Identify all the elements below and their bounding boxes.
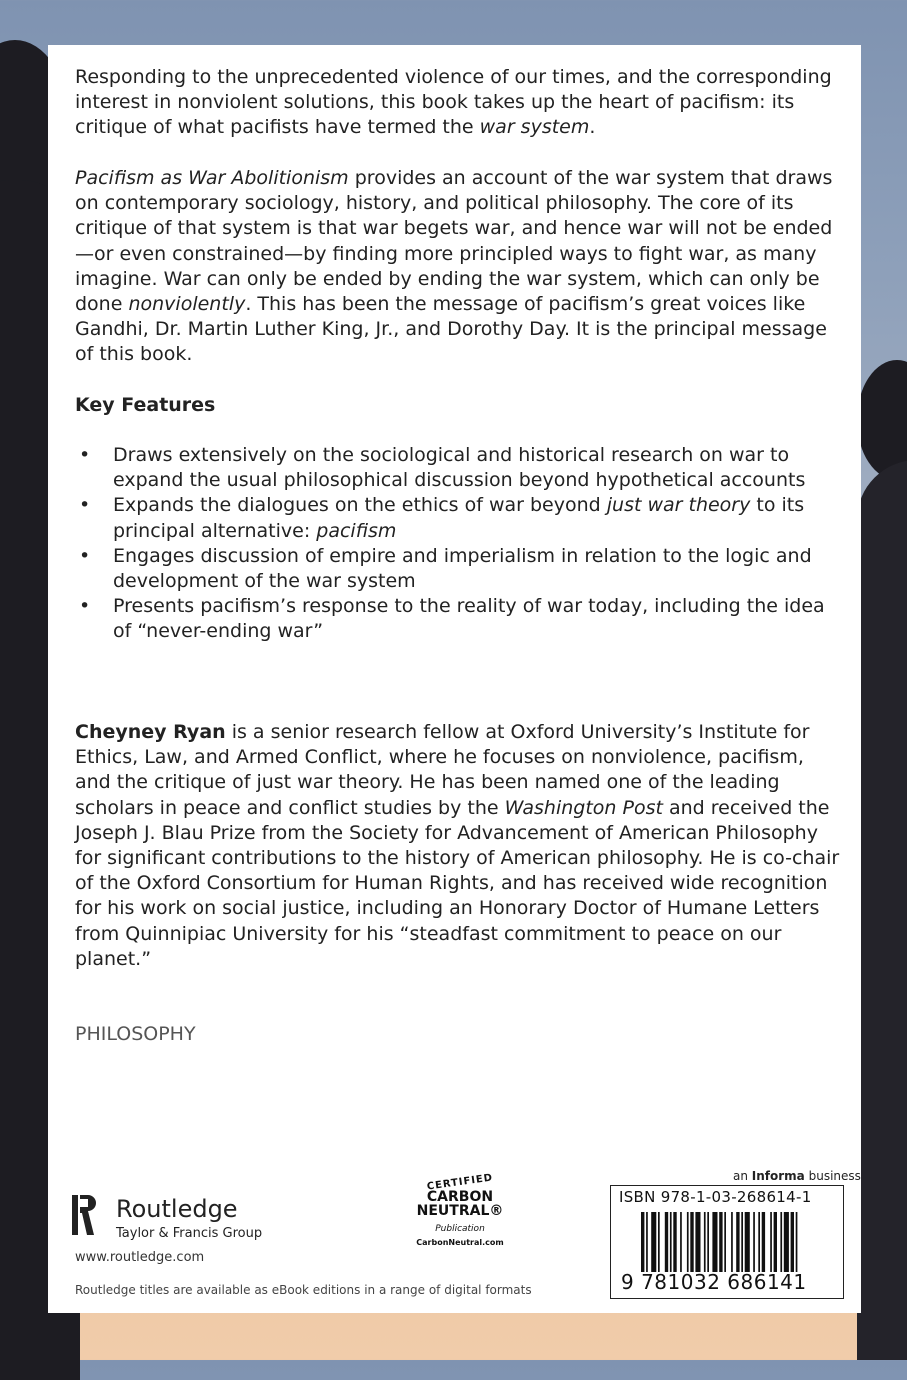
publisher-name: Routledge (116, 1195, 238, 1223)
isbn-text: ISBN 978-1-03-268614-1 (619, 1188, 812, 1206)
barcode-bar (784, 1212, 789, 1272)
barcode-bar (762, 1212, 765, 1272)
barcode-bar (774, 1212, 777, 1272)
publisher-website[interactable]: www.routledge.com (75, 1250, 205, 1265)
intro-paragraph: Responding to the unprecedented violence of our times, and the corresponding interest in nonviolent solutions, this book takes up the heart of pacifism: its critique of what pacifists have termed the war system. (75, 66, 832, 139)
barcode-bar (665, 1212, 668, 1272)
barcode-bar (753, 1212, 755, 1272)
informa-business-label: an Informa business (733, 1169, 861, 1183)
barcode-bar (719, 1212, 722, 1272)
back-cover-panel (48, 45, 861, 1313)
barcode-bar (658, 1212, 660, 1272)
silhouette-right-body (857, 460, 907, 1360)
barcode-bar (687, 1212, 689, 1272)
barcode-bar (736, 1212, 739, 1272)
barcode-bar (731, 1212, 733, 1272)
publisher-group: Taylor & Francis Group (116, 1226, 263, 1241)
isbn-barcode (610, 1185, 844, 1299)
barcode-bars (641, 1212, 835, 1272)
barcode-bar (758, 1212, 760, 1272)
barcode-bar (707, 1212, 709, 1272)
barcode-bar (670, 1212, 672, 1272)
list-item: • Engages discussion of empire and imperialism in relation to the logic and development of the war system (75, 544, 845, 594)
barcode-bar (680, 1212, 682, 1272)
barcode-bar (641, 1212, 644, 1272)
routledge-logo (72, 1193, 352, 1253)
barcode-bar (695, 1212, 700, 1272)
barcode-bar (770, 1212, 772, 1272)
barcode-bar (712, 1212, 717, 1272)
barcode-bar (690, 1212, 693, 1272)
carbon-neutral-badge: CERTIFIED CARBON NEUTRAL® Publication CarbonNeutral.com (416, 1172, 504, 1247)
barcode-bar (741, 1212, 743, 1272)
list-item: • Draws extensively on the sociological and historical research on war to expand the usual philosophical discussion beyond hypothetical accounts (75, 443, 845, 493)
list-item: • Presents pacifism’s response to the reality of war today, including the idea of “never-ending war” (75, 594, 845, 644)
barcode-bar (724, 1212, 726, 1272)
subject-category: PHILOSOPHY (75, 1023, 196, 1045)
author-name: Cheyney Ryan (75, 721, 226, 743)
barcode-bar (673, 1212, 676, 1272)
routledge-mark-icon (72, 1195, 96, 1235)
barcode-number: 9 781032 686141 (621, 1270, 807, 1294)
key-features-list (75, 443, 845, 645)
barcode-bar (704, 1212, 706, 1272)
summary-paragraph: Pacifism as War Abolitionism provides an account of the war system that draws on contemporary sociology, history, and political philosophy. The core of its critique of that system is that war begets war, and hence war will not be ended—or even constrained—by finding more principled ways to fight war, as many imagine. War can only be ended by ending the war system, which can only be done nonviolently. This has been the message of pacifism’s great voices like Gandhi, Dr. Martin Luther King, Jr., and Dorothy Day. It is the principal message of this book. (75, 167, 833, 366)
barcode-bar (780, 1212, 782, 1272)
barcode-bar (791, 1212, 794, 1272)
barcode-bar (646, 1212, 648, 1272)
barcode-bar (796, 1212, 798, 1272)
ebook-note: Routledge titles are available as eBook editions in a range of digital formats (75, 1283, 532, 1297)
key-features-heading: Key Features (75, 394, 216, 416)
barcode-bar (745, 1212, 750, 1272)
author-bio: Cheyney Ryan is a senior research fellow at Oxford University’s Institute for Ethics, Law, and Armed Conflict, where he focuses on nonviolence, pacifism, and the critique of just war theory. He has been named one of the leading scholars in peace and conflict studies by the Washington Post and received the Joseph J. Blau Prize from the Society for Advancement of American Philosophy for significant contributions to the history of American philosophy. He is co-chair of the Oxford Consortium for Human Rights, and has received wide recognition for his work on social justice, including an Honorary Doctor of Humane Letters from Quinnipiac University for his “steadfast commitment to peace on our planet.” (75, 721, 840, 970)
barcode-bar (651, 1212, 656, 1272)
list-item: • Expands the dialogues on the ethics of war beyond just war theory to its principal alternative: pacifism (75, 493, 845, 543)
